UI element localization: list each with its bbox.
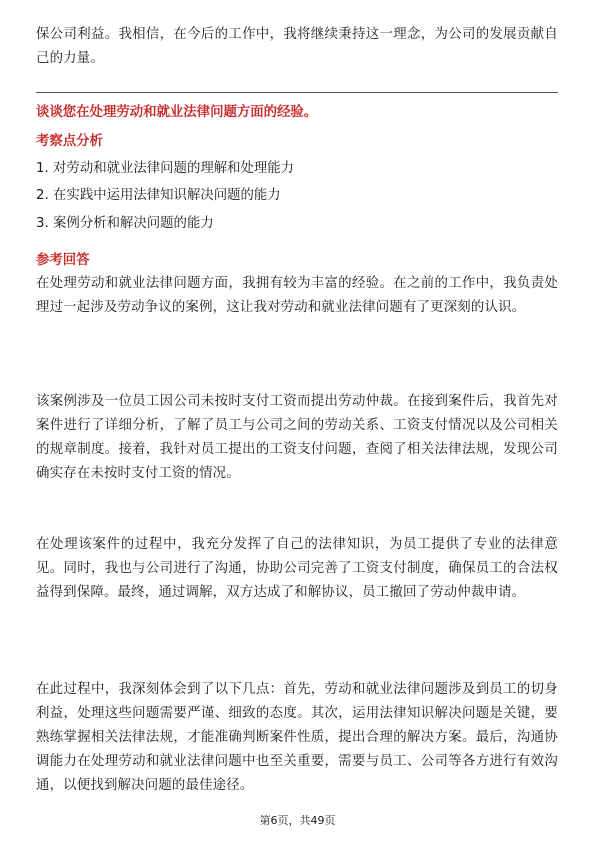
answer-heading: 参考回答 — [36, 253, 90, 268]
analysis-point-2: 2. 在实践中运用法律知识解决问题的能力 — [36, 188, 281, 203]
intro-paragraph: 保公司利益。我相信，在今后的工作中，我将继续秉持这一理念，为公司的发展贡献自己的力量。 — [36, 27, 558, 66]
answer-paragraph-3: 在处理该案件的过程中，我充分发挥了自己的法律知识，为员工提供了专业的法律意见。同时，我也与公司进行了沟通，协助公司完善了工资支付制度，确保员工的合法权益得到保障。最终，通过调解，双方达成了和解协议，员工撤回了劳动仲裁申请。 — [36, 537, 558, 600]
page-number-footer: 第6页，共49页 — [259, 814, 336, 827]
answer-paragraph-2: 该案例涉及一位员工因公司未按时支付工资而提出劳动仲裁。在接到案件后，我首先对案件进行了详细分析，了解了员工与公司之间的劳动关系、工资支付情况以及公司相关的规章制度。接着，我针对员工提出的工资支付问题，查阅了相关法律法规，发现公司确实存在未按时支付工资的情况。 — [36, 394, 558, 481]
analysis-point-3: 3. 案例分析和解决问题的能力 — [36, 216, 214, 231]
section-divider — [36, 92, 558, 93]
answer-paragraph-4: 在此过程中，我深刻体会到了以下几点：首先，劳动和就业法律问题涉及到员工的切身利益，处理这些问题需要严谨、细致的态度。其次，运用法律知识解决问题是关键，要熟练掌握相关法律法规，才能准确判断案件性质，提出合理的解决方案。最后，沟通协调能力在处理劳动和就业法律问题中也至关重要，需要与员工、公司等各方进行有效沟通，以便找到解决问题的最佳途径。 — [36, 682, 558, 793]
question-title: 谈谈您在处理劳动和就业法律问题方面的经验。 — [36, 105, 318, 120]
answer-paragraph-1: 在处理劳动和就业法律问题方面，我拥有较为丰富的经验。在之前的工作中，我负责处理过一起涉及劳动争议的案例，这让我对劳动和就业法律问题有了更深刻的认识。 — [36, 276, 558, 315]
analysis-point-1: 1. 对劳动和就业法律问题的理解和处理能力 — [36, 161, 295, 176]
analysis-heading: 考察点分析 — [36, 134, 103, 149]
